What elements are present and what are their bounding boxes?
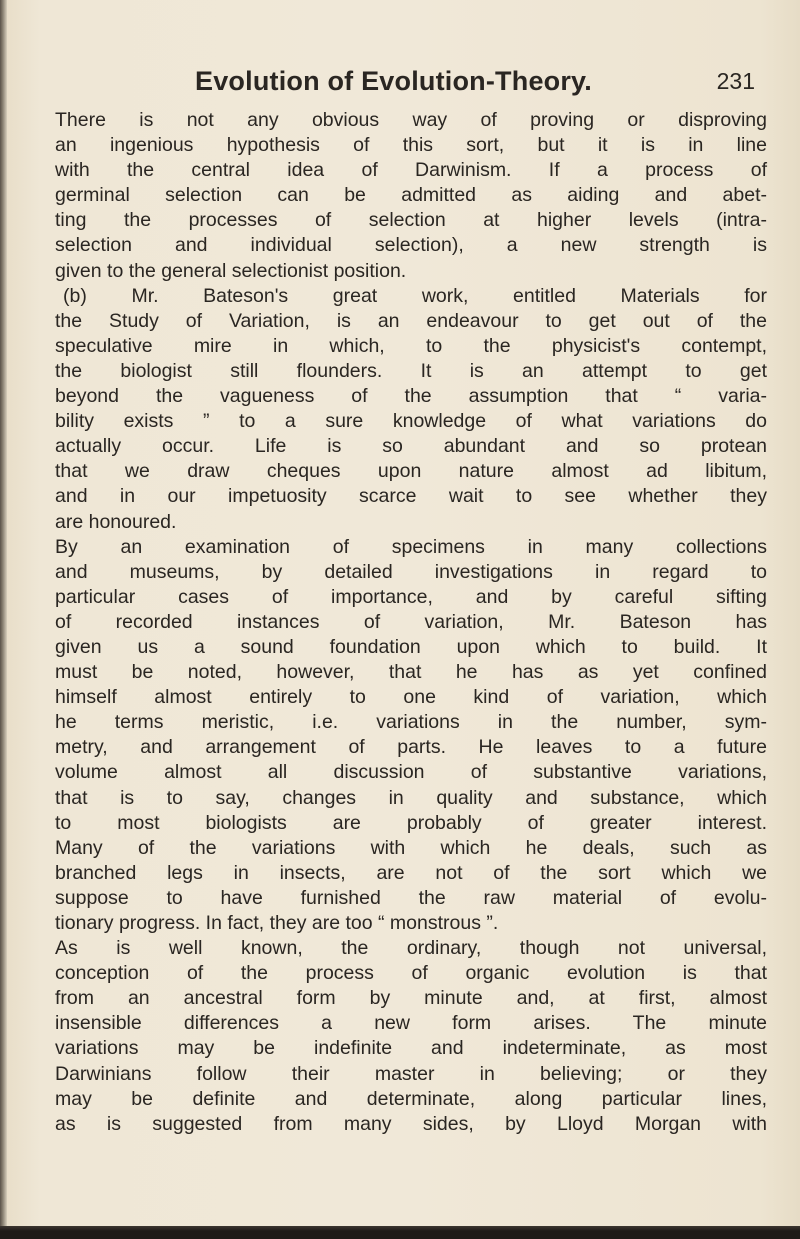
- text-line: with the central idea of Darwinism. If a process of: [55, 159, 767, 182]
- text-line: that we draw cheques upon nature almost ad libitum,: [55, 460, 767, 483]
- text-line: beyond the vagueness of the assumption that “ varia-: [55, 385, 767, 408]
- text-line: must be noted, however, that he has as yet confined: [55, 661, 767, 684]
- text-line: There is not any obvious way of proving or disproving: [55, 109, 767, 131]
- text-line: himself almost entirely to one kind of variation, which: [55, 686, 767, 709]
- text-line: given us a sound foundation upon which to build. It: [55, 635, 767, 658]
- running-head: Evolution of Evolution-Theory.: [195, 66, 592, 96]
- text-line: and museums, by detailed investigations in regard to: [55, 560, 767, 583]
- text-line: are honoured.: [55, 510, 177, 533]
- text-line: insensible differences a new form arises. The minute: [55, 1012, 767, 1035]
- text-line: Many of the variations with which he deals, such as: [55, 836, 767, 859]
- text-line: as is suggested from many sides, by Lloyd Morgan with: [55, 1112, 767, 1135]
- text-line: actually occur. Life is so abundant and so protean: [55, 435, 767, 458]
- page-number: 231: [716, 68, 755, 94]
- text-line: bility exists ” to a sure knowledge of what variations do: [55, 410, 767, 433]
- text-line: the biologist still flounders. It is an attempt to get: [55, 359, 767, 382]
- text-line: branched legs in insects, are not of the sort which we: [55, 861, 767, 884]
- text-line: By an examination of specimens in many collections: [55, 535, 767, 558]
- text-line: (b) Mr. Bateson's great work, entitled Materials for: [63, 284, 767, 307]
- text-line: Darwinians follow their master in believing; or they: [55, 1062, 767, 1085]
- text-line: of recorded instances of variation, Mr. Bateson has: [55, 610, 767, 633]
- text-line: that is to say, changes in quality and substance, which: [55, 786, 767, 809]
- text-line: germinal selection can be admitted as aiding and abet-: [55, 184, 767, 207]
- text-line: tionary progress. In fact, they are too “ monstrous ”.: [55, 912, 499, 934]
- text-line: from an ancestral form by minute and, at first, almost: [55, 987, 767, 1010]
- text-line: particular cases of importance, and by careful sifting: [55, 585, 767, 608]
- text-line: conception of the process of organic evolution is that: [55, 962, 767, 985]
- text-line: an ingenious hypothesis of this sort, but it is in line: [55, 134, 767, 157]
- text-line: may be definite and determinate, along particular lines,: [55, 1087, 767, 1110]
- text-line: speculative mire in which, to the physicist's contempt,: [55, 334, 767, 357]
- text-line: metry, and arrangement of parts. He leaves to a future: [55, 736, 767, 759]
- text-line: As is well known, the ordinary, though not universal,: [55, 937, 767, 960]
- text-line: given to the general selectionist position.: [55, 259, 407, 282]
- text-line: to most biologists are probably of greater interest.: [55, 811, 767, 834]
- page-bottom-edge: [0, 1226, 800, 1239]
- text-line: variations may be indefinite and indeterminate, as most: [55, 1037, 767, 1060]
- text-line: selection and individual selection), a new strength is: [55, 234, 767, 257]
- text-line: volume almost all discussion of substantive variations,: [55, 761, 767, 784]
- page-header: [195, 66, 755, 106]
- text-line: and in our impetuosity scarce wait to see whether they: [55, 485, 767, 508]
- body-text: [55, 108, 767, 1137]
- text-line: ting the processes of selection at higher levels (intra-: [55, 209, 767, 232]
- text-line: he terms meristic, i.e. variations in the number, sym-: [55, 711, 767, 734]
- text-line: the Study of Variation, is an endeavour to get out of the: [55, 309, 767, 332]
- page-binding-edge: [0, 0, 7, 1239]
- text-line: suppose to have furnished the raw material of evolu-: [55, 886, 767, 909]
